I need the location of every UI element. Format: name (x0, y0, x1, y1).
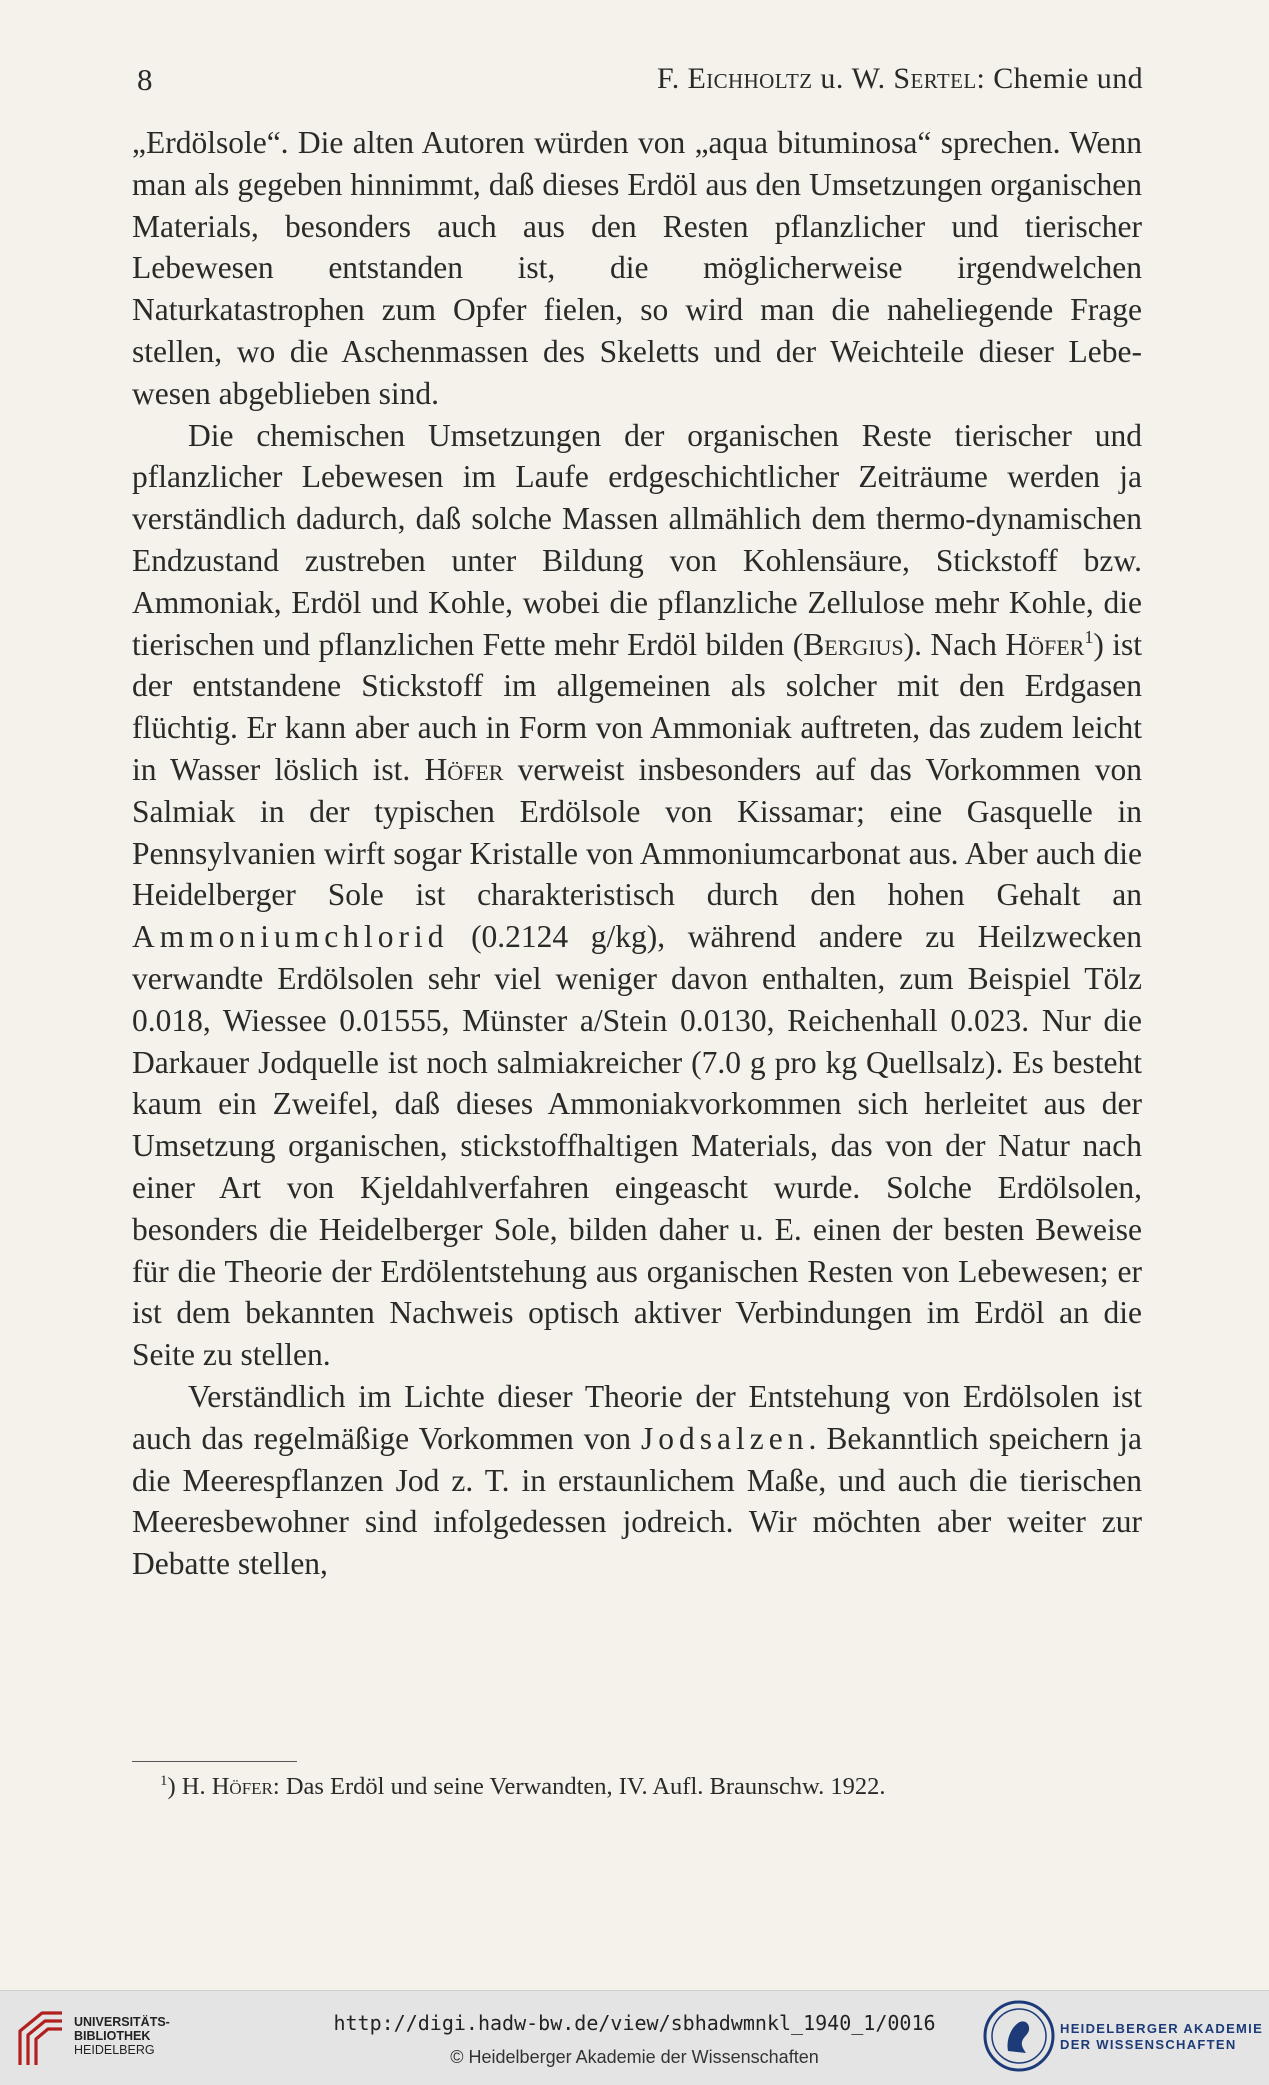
author-eichholtz: F. Eichholtz (657, 62, 813, 95)
academy-seal-icon (982, 1999, 1056, 2073)
footnote-text: : Das Erdöl und seine Verwandten, IV. Aufl. Braunschw. 1922. (272, 1773, 886, 1800)
running-header (137, 62, 1143, 102)
author-sertel: W. Sertel (851, 62, 977, 95)
page-number: 8 (137, 62, 153, 97)
running-title: F. Eichholtz u. W. Sertel: Chemie und (657, 62, 1143, 95)
footnote-divider (132, 1761, 297, 1762)
paragraph-2 (132, 415, 1142, 1376)
p2-text-a: Die chemischen Umsetzungen der organischen Reste tierischer und pflanzlicher Lebewesen im Laufe erdgeschichtlicher Zeiträume werden ja verständlich dadurch, daß solche Massen allmählich dem thermo-dynamischen Endzustand zustreben unter Bildung von Kohlensäure, Stickstoff bzw. Ammoniak, Erdöl und Kohle, wobei die pflanzliche Zellulose mehr Kohle, die tierischen und pflanzlichen Fette mehr Erdöl bilden ( (132, 417, 1142, 662)
footnote: $^1$) H. Höfer: Das Erdöl und seine Verwandten, IV. Aufl. Braunschw. 1922. (160, 1773, 886, 1800)
digitization-footer (0, 1990, 1269, 2085)
author-connector: u. (820, 62, 844, 95)
body-text (132, 122, 1142, 1585)
paragraph-1: „Erdölsole“. Die alten Autoren würden von „aqua bituminosa“ sprechen. Wenn man als gegeben hinnimmt, daß dieses Erdöl aus den Umsetzungen organischen Materials, besonders auch aus den Resten pflanzlicher und tierischer Lebewesen entstanden ist, die möglicherweise irgendwelchen Naturkatastrophen zum Opfer fielen, so wird man die naheliegende Frage stellen, wo die Aschenmassen des Skeletts und der Weichteile dieser Lebewesen abgeblieben sind. (132, 125, 1142, 411)
ref-hoefer-2: Höfer (424, 751, 504, 787)
emphasis-jodsalzen: Jodsalzen (641, 1420, 809, 1456)
p2-text-e: (0.2124 g/kg), während andere zu Heilzwecken verwandte Erdölsolen sehr viel weniger davon enthalten, zum Beispiel Tölz 0.018, Wiessee 0.01555, Münster a/Stein 0.0130, Reichenhall 0.023. Nur die Darkauer Jodquelle ist noch salmiakreicher (7.0 g pro kg Quellsalz). Es besteht kaum ein Zweifel, daß dieses Ammoniakvorkommen sich herleitet aus der Umsetzung organischen, stickstoffhaltigen Materials, das von der Natur nach einer Art von Kjeldahlverfahren eingeascht wurde. Solche Erdölsolen, besonders die Heidelberger Sole, bilden daher u. E. einen der besten Beweise für die Theorie der Erdölentstehung aus organischen Resten von Lebewesen; er ist dem bekannten Nachweis optisch aktiver Verbindungen im Erdöl an die Seite zu stellen. (132, 919, 1142, 1373)
title-fragment: Chemie und (993, 62, 1143, 95)
university-library-name: UNIVERSITÄTS- BIBLIOTHEK HEIDELBERG (74, 2015, 170, 2057)
emphasis-ammoniumchlorid: Ammoniumchlorid (132, 919, 449, 955)
p3-text-b: . Bekanntlich speichern ja die Meerespflanzen Jod z. T. in erstaunlichem Maße, und auch die tierischen Meeresbewohner sind infolgedessen jodreich. Wir möchten aber weiter zur Debatte stellen, (132, 1420, 1142, 1582)
permalink-url[interactable]: http://digi.hadw-bw.de/view/sbhadwmnkl_1940_1/0016 (333, 2011, 936, 2035)
footnote-ref: 1 (1084, 626, 1094, 647)
footnote-author: H. Höfer (181, 1773, 273, 1800)
copyright-notice: © Heidelberger Akademie der Wissenschaften (450, 2047, 819, 2067)
footnote-mark: 1 (160, 1773, 168, 1789)
paragraph-3 (132, 1376, 1142, 1585)
ref-bergius: Bergius (803, 626, 904, 662)
p2-text-c: ) ist der entstandene Stickstoff im allgemeinen als solcher mit den Erdgasen flüchtig. Er kann aber auch in Form von Ammoniak auftreten, das zudem leicht in Wasser löslich ist. (132, 626, 1142, 787)
ref-hoefer: Höfer (1005, 626, 1085, 662)
p3-text-a: Verständlich im Lichte dieser Theorie der Entstehung von Erdölsolen ist auch das regelmäßige Vorkommen von (132, 1378, 1142, 1456)
p2-text-d: verweist insbesonders auf das Vorkommen von Salmiak in der typischen Erdölsole von Kissamar; eine Gasquelle in Pennsylvanien wirft sogar Kristalle von Ammoniumcarbonat aus. Aber auch die Heidelberger Sole ist charakteristisch durch den hohen Gehalt an (132, 751, 1142, 913)
academy-name: HEIDELBERGER AKADEMIE DER WISSENSCHAFTEN (1060, 2021, 1264, 2052)
p2-text-b: ). Nach (903, 626, 1006, 662)
